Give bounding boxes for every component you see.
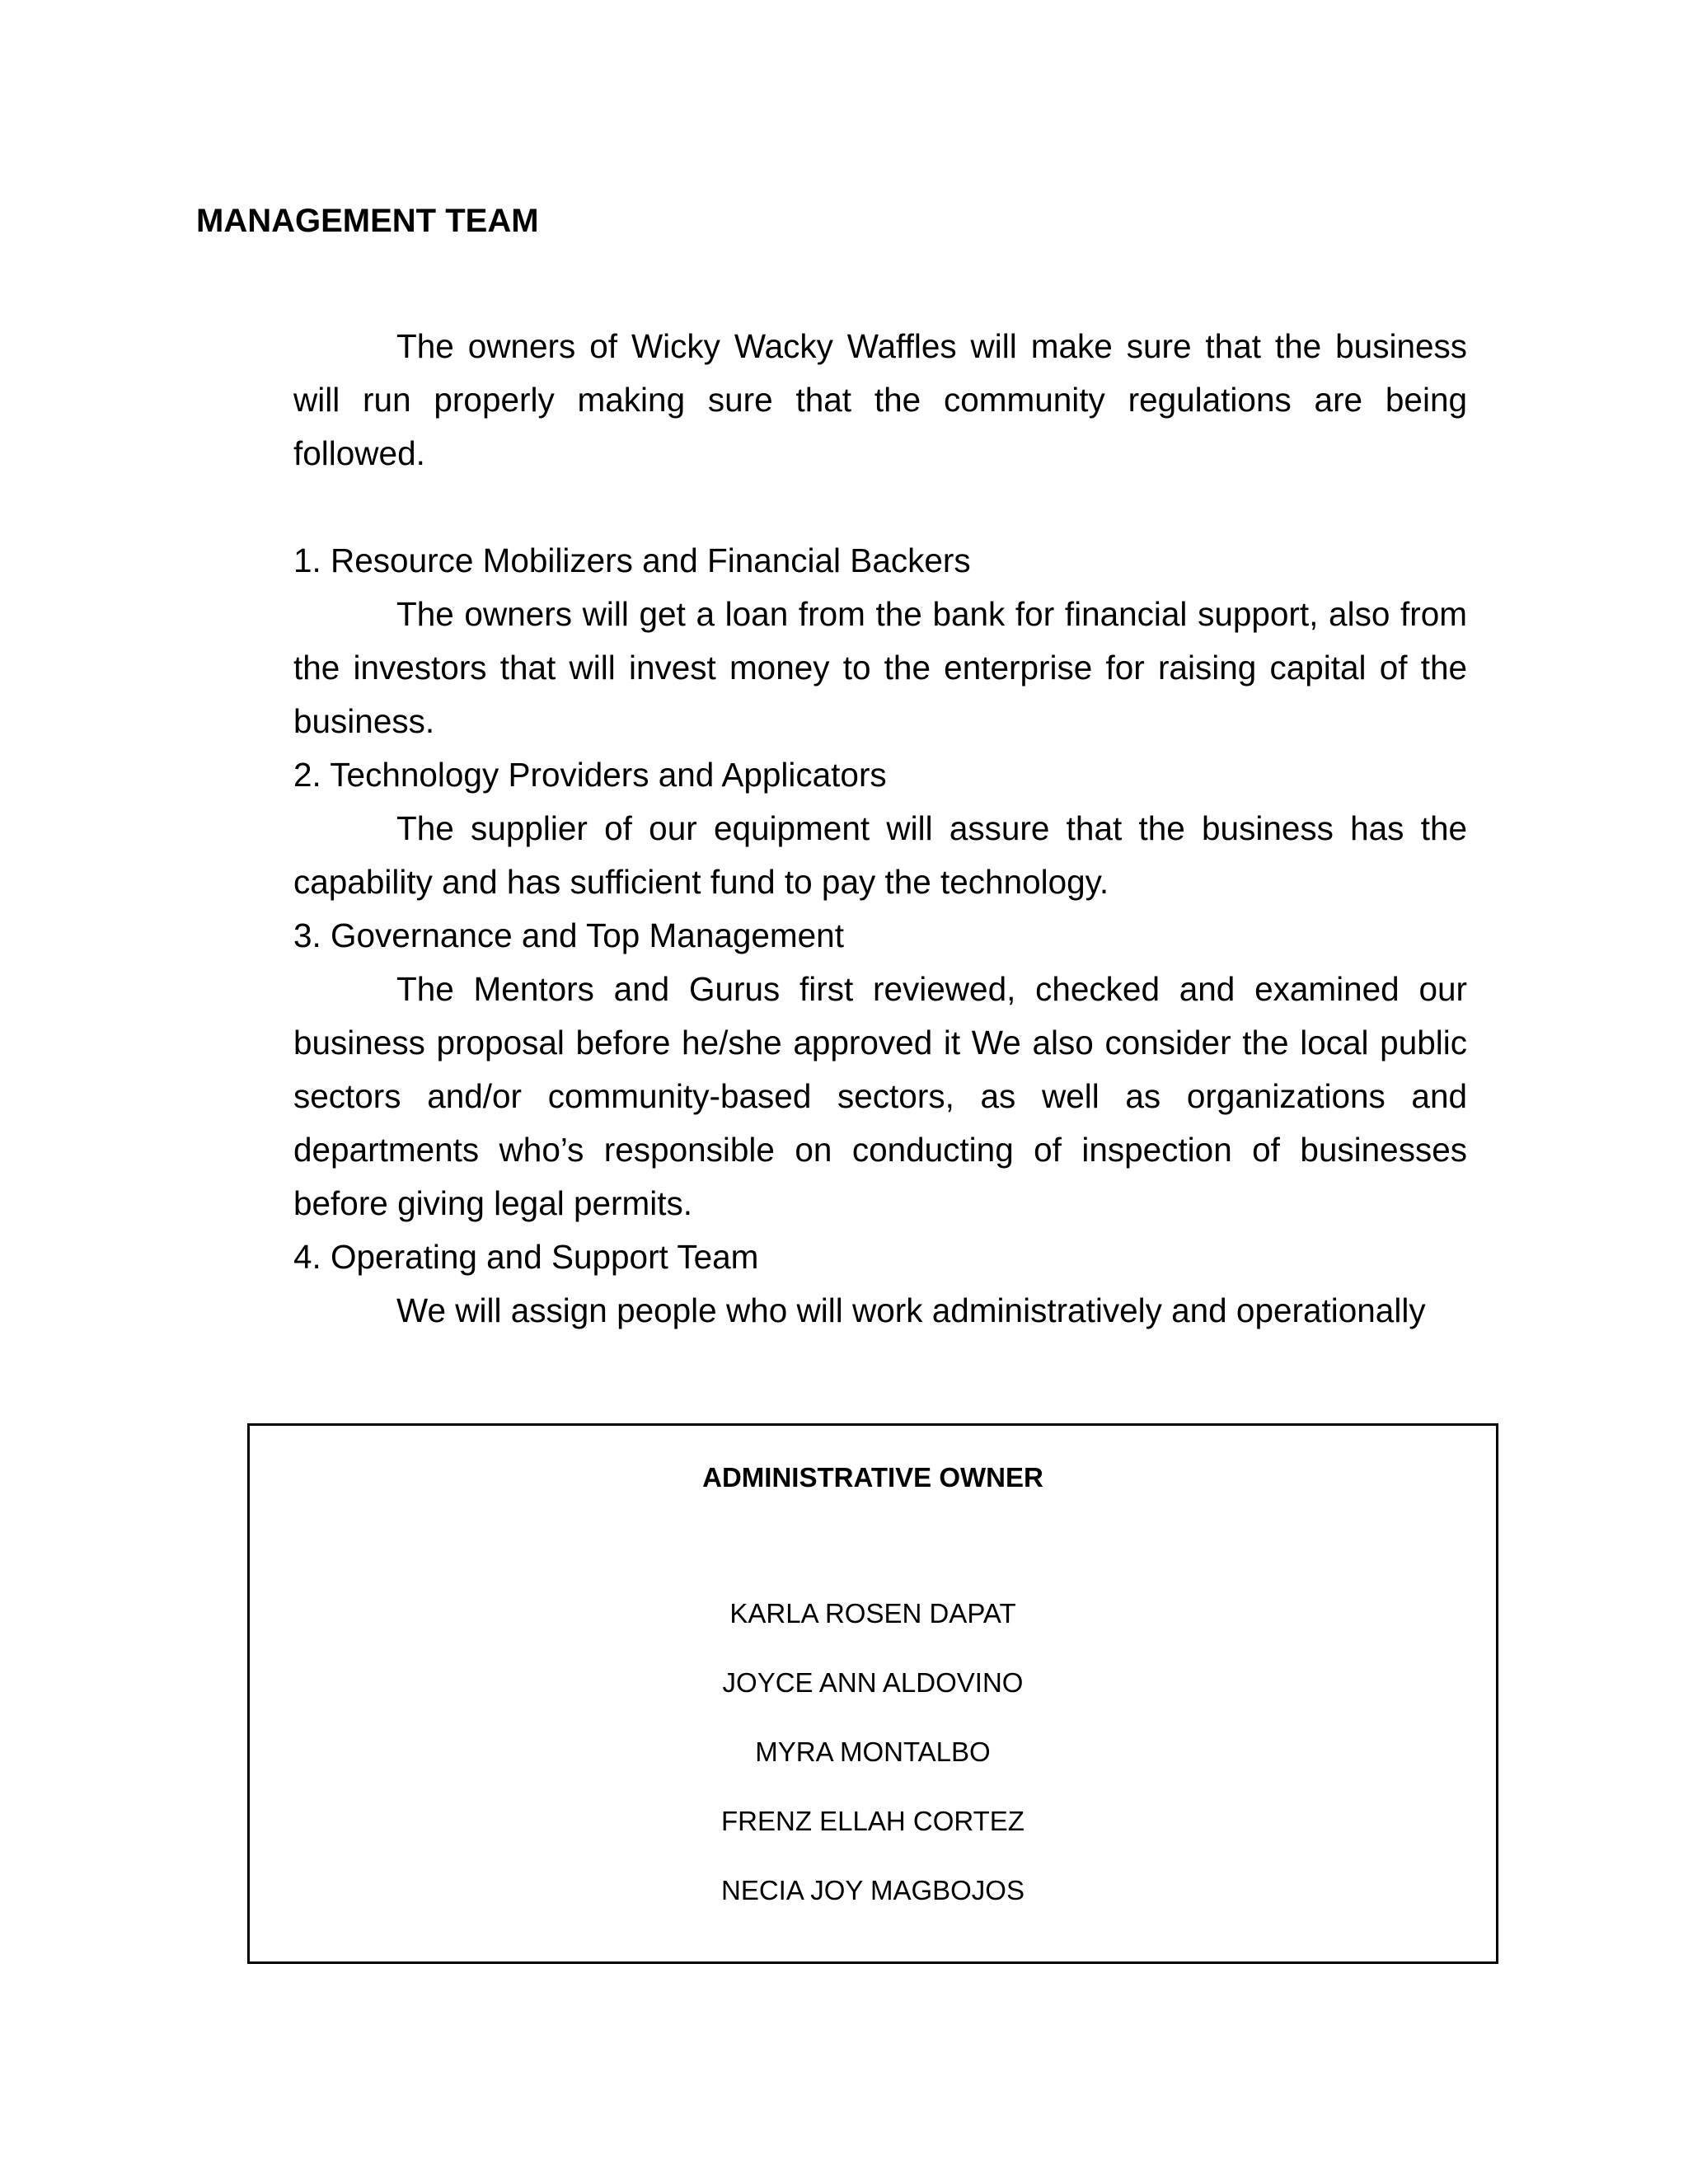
section-heading: 1. Resource Mobilizers and Financial Backers [293, 541, 971, 579]
section-paragraph: The supplier of our equipment will assure that the business has the capability and has sufficient fund to pay the technology. [293, 809, 1467, 901]
section-heading: 2. Technology Providers and Applicators [293, 756, 887, 794]
section-2 [293, 748, 1467, 909]
owner-name: JOYCE ANN ALDOVINO [722, 1667, 1024, 1698]
administrative-owner-box [247, 1423, 1498, 1964]
section-4 [293, 1230, 1467, 1338]
document-body [293, 320, 1467, 1338]
intro-paragraph: The owners of Wicky Wacky Waffles will make sure that the business will run properly making sure that the community regulations are being followed. [293, 327, 1467, 472]
owner-name: KARLA ROSEN DAPAT [729, 1598, 1016, 1629]
section-heading: 4. Operating and Support Team [293, 1238, 759, 1276]
section-3 [293, 909, 1467, 1230]
section-heading: 3. Governance and Top Management [293, 916, 844, 954]
box-title: ADMINISTRATIVE OWNER [702, 1462, 1043, 1493]
section-paragraph: The owners will get a loan from the bank for financial support, also from the investors that will invest money to the enterprise for raising capital of the business. [293, 595, 1467, 740]
owner-name: NECIA JOY MAGBOJOS [721, 1875, 1025, 1905]
section-1 [293, 534, 1467, 748]
owner-name: MYRA MONTALBO [755, 1736, 991, 1767]
owner-list [250, 1595, 1496, 1941]
page-title: MANAGEMENT TEAM [196, 203, 539, 239]
section-paragraph: We will assign people who will work administratively and operationally [396, 1291, 1426, 1329]
section-paragraph: The Mentors and Gurus first reviewed, checked and examined our business proposal before he/she approved it We also consider the local public sectors and/or community-based sectors, as well as organizations and departments who’s responsible on conducting of inspection of businesses before giving legal permits. [293, 970, 1467, 1222]
owner-name: FRENZ ELLAH CORTEZ [721, 1806, 1025, 1836]
